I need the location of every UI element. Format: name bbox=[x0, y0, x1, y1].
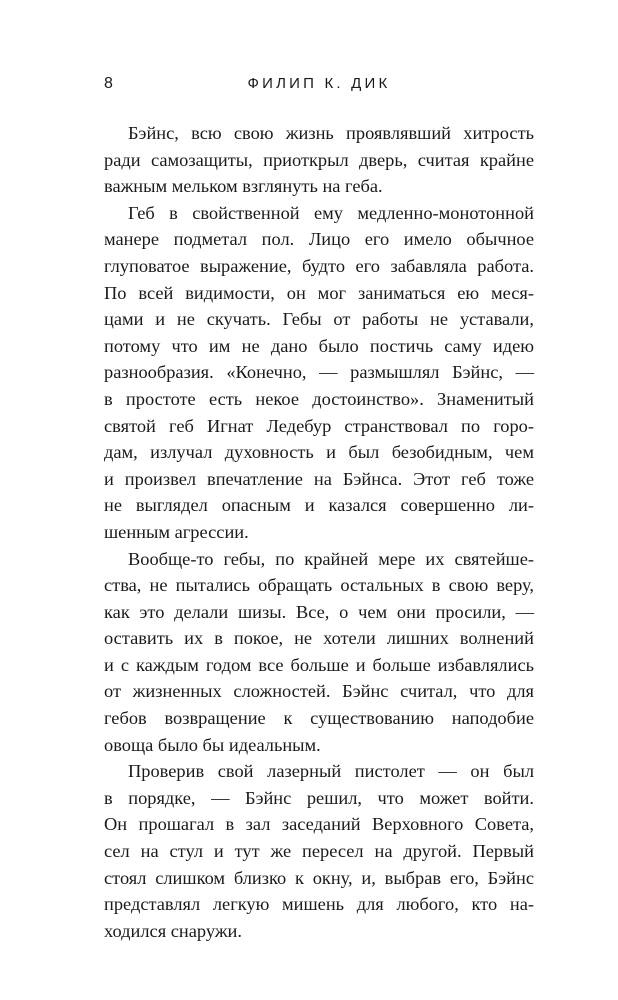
text-line: потому что им не дано было постичь саму идею bbox=[104, 335, 534, 356]
text-line: шенным агрессии. bbox=[104, 521, 249, 542]
text-line: оставить их в покое, не хотели лишних волнений bbox=[104, 628, 534, 649]
paragraph bbox=[104, 200, 534, 546]
running-head-author: ФИЛИП К. ДИК bbox=[247, 75, 391, 92]
text-line: в порядке, — Бэйнс решил, что может войти. bbox=[104, 787, 534, 808]
text-line: Проверив свой лазерный пистолет — он был bbox=[128, 761, 534, 782]
text-line: манере подметал пол. Лицо его имело обычное bbox=[104, 229, 534, 250]
text-line: Он прошагал в зал заседаний Верховного Совета, bbox=[104, 814, 534, 835]
text-line: ради самозащиты, приоткрыл дверь, считая крайне bbox=[104, 149, 534, 170]
text-line: разнообразия. «Конечно, — размышлял Бэйнс, — bbox=[104, 362, 534, 383]
text-line: сел на стул и тут же пересел на другой. Первый bbox=[104, 841, 534, 862]
text-line: и с каждым годом все больше и больше избавлялись bbox=[104, 654, 534, 675]
running-head bbox=[104, 74, 534, 98]
text-line: и произвел впечатление на Бэйнса. Этот геб тоже bbox=[104, 468, 534, 489]
text-line: святой геб Игнат Ледебур странствовал по горо- bbox=[104, 415, 534, 436]
text-line: По всей видимости, он мог заниматься ею меся- bbox=[104, 282, 534, 303]
text-line: стоял слишком близко к окну, и, выбрав его, Бэйнс bbox=[104, 867, 534, 888]
text-line: овоща было бы идеальным. bbox=[104, 734, 321, 755]
text-line: от жизненных сложностей. Бэйнс считал, что для bbox=[104, 681, 534, 702]
text-line: Вообще-то гебы, по крайней мере их святейше- bbox=[128, 548, 534, 569]
text-line: гебов возвращение к существованию наподобие bbox=[104, 708, 534, 729]
text-line: как это делали шизы. Все, о чем они просили, — bbox=[104, 601, 534, 622]
text-line: ходился снаружи. bbox=[104, 920, 242, 941]
text-line: Геб в свойственной ему медленно-монотонной bbox=[128, 202, 534, 223]
text-line: Бэйнс, всю свою жизнь проявлявший хитрость bbox=[128, 123, 534, 143]
text-line: ства, не пытались обращать остальных в свою веру, bbox=[104, 575, 534, 596]
text-line: цами и не скучать. Гебы от работы не уставали, bbox=[104, 309, 534, 330]
page-number: 8 bbox=[104, 75, 113, 92]
paragraph bbox=[104, 120, 534, 200]
body-text bbox=[104, 120, 534, 944]
text-line: представлял легкую мишень для любого, кто на- bbox=[104, 894, 534, 915]
paragraph bbox=[104, 546, 534, 759]
text-line: не выглядел опасным и казался совершенно ли- bbox=[104, 495, 534, 516]
text-line: глуповатое выражение, будто его забавляла работа. bbox=[104, 255, 534, 276]
text-line: в простоте есть некое достоинство». Знаменитый bbox=[104, 388, 534, 409]
text-line: дам, излучал духовность и был безобидным, чем bbox=[104, 442, 534, 463]
paragraph bbox=[104, 758, 534, 944]
text-line: важным мельком взглянуть на геба. bbox=[104, 176, 383, 197]
